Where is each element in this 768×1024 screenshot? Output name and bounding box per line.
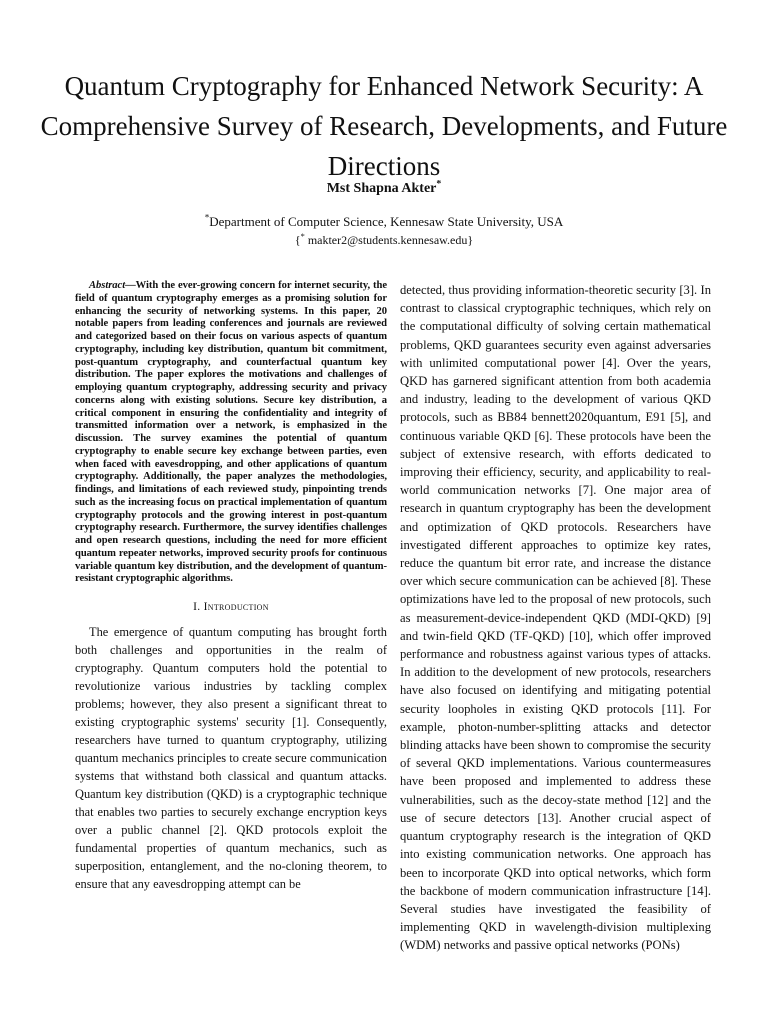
introduction-paragraph-left: The emergence of quantum computing has brought forth both challenges and opportunities in the realm of cryptography. Quantum computers hold the potential to revolutionize various industries by tackling complex problems; however, they also present a significant threat to existing cryptographic systems' security [1]. Consequently, researchers have turned to quantum cryptography, utilizing quantum mechanics principles to create secure communication systems that withstand both classical and quantum attacks. Quantum key distribution (QKD) is a cryptographic technique that enables two parties to securely exchange encryption keys over a public channel [2]. QKD protocols exploit the fundamental properties of quantum mechanics, such as superposition, entanglement, and the no-cloning theorem, to ensure that any eavesdropping attempt can be bbox=[75, 625, 387, 891]
author-superscript: * bbox=[436, 178, 442, 190]
email-superscript: * bbox=[300, 232, 305, 241]
introduction-paragraph-right: detected, thus providing information-theoretic security [3]. In contrast to classical cryptographic techniques, which rely on the computational difficulty of solving certain mathematical problems, QKD guarantees security even against adversaries with unlimited computational power [4]. Over the years, QKD has garnered significant attention from both academia and industry, leading to the development of various QKD protocols, such as BB84 bennett2020quantum, E91 [5], and continuous variable QKD [6]. These protocols have been the subject of extensive research, with efforts dedicated to improving their efficiency, security, and applicability to real-world communication networks [7]. One major area of research in quantum cryptography has been the development and optimization of QKD protocols. Researchers have investigated different approaches to optimize key rates, reduce the quantum bit error rate, and increase the distance over which secure communication can be achieved [8]. These optimizations have led to the proposal of new protocols, such as measurement-device-independent QKD (MDI-QKD) [9] and twin-field QKD (TF-QKD) [10], which offer improved performance and robustness against various types of attacks. In addition to the development of new protocols, researchers have also focused on identifying and mitigating potential security loopholes in existing QKD protocols [11]. For example, photon-number-splitting attacks and detector blinding attacks have been shown to compromise the security of several QKD implementations. Various countermeasures have been proposed and implemented to address these vulnerabilities, such as the decoy-state method [12] and the use of secure detectors [13]. Another crucial aspect of quantum cryptography research is the integration of QKD into existing communication networks. One approach has been to incorporate QKD into optical networks, which form the backbone of modern communication infrastructure [14]. Several studies have investigated the feasibility of implementing QKD in wavelength-division multiplexing (WDM) networks and passive optical networks (PONs) bbox=[400, 283, 711, 953]
email-close-brace: } bbox=[467, 233, 474, 247]
affiliation-superscript: * bbox=[204, 212, 210, 223]
paper-title: Quantum Cryptography for Enhanced Network Security: A Comprehensive Survey of Research, Developments, and Future Directions bbox=[40, 71, 728, 181]
abstract bbox=[75, 280, 387, 586]
author-name bbox=[0, 178, 768, 197]
email-line bbox=[0, 231, 768, 249]
section-heading-introduction: I. Introduction bbox=[193, 601, 269, 613]
left-column bbox=[75, 280, 387, 893]
abstract-label: Abstract bbox=[89, 280, 126, 291]
email-open-brace: { bbox=[294, 233, 301, 247]
author-email: makter2@students.kennesaw.edu bbox=[304, 233, 468, 247]
affiliation-block bbox=[0, 213, 768, 249]
affiliation-text: Department of Computer Science, Kennesaw State University, USA bbox=[209, 214, 564, 229]
abstract-text: —With the ever-growing concern for internet security, the field of quantum cryptography emerges as a promising solution for enhancing the security of networking systems. In this paper, 20 notable papers from leading conferences and journals are reviewed and categorized based on their focus on various aspects of quantum cryptography, including key distribution, quantum bit commitment, post-quantum cryptography, and counterfactual quantum key distribution. The paper explores the motivations and challenges of employing quantum cryptography, addressing security and privacy concerns along with existing solutions. Secure key distribution, a critical component in ensuring the confidentiality and integrity of transmitted information over a network, is emphasized in the discussion. The survey examines the potential of quantum cryptography to enable secure key exchange between parties, even when faced with eavesdropping, and other applications of quantum cryptography. Additionally, the paper analyzes the methodologies, findings, and limitations of each reviewed study, pinpointing trends such as the increasing focus on practical implementation of quantum cryptography protocols and the growing interest in post-quantum cryptography research. Furthermore, the survey identifies challenges and open research questions, including the need for more efficient quantum repeater networks, improved security proofs for continuous variable quantum key distribution, and the development of quantum-resistant cryptographic algorithms. bbox=[75, 280, 387, 585]
right-column bbox=[400, 281, 711, 955]
author-name-text: Mst Shapna Akter bbox=[326, 181, 437, 196]
affiliation-line bbox=[0, 213, 768, 231]
